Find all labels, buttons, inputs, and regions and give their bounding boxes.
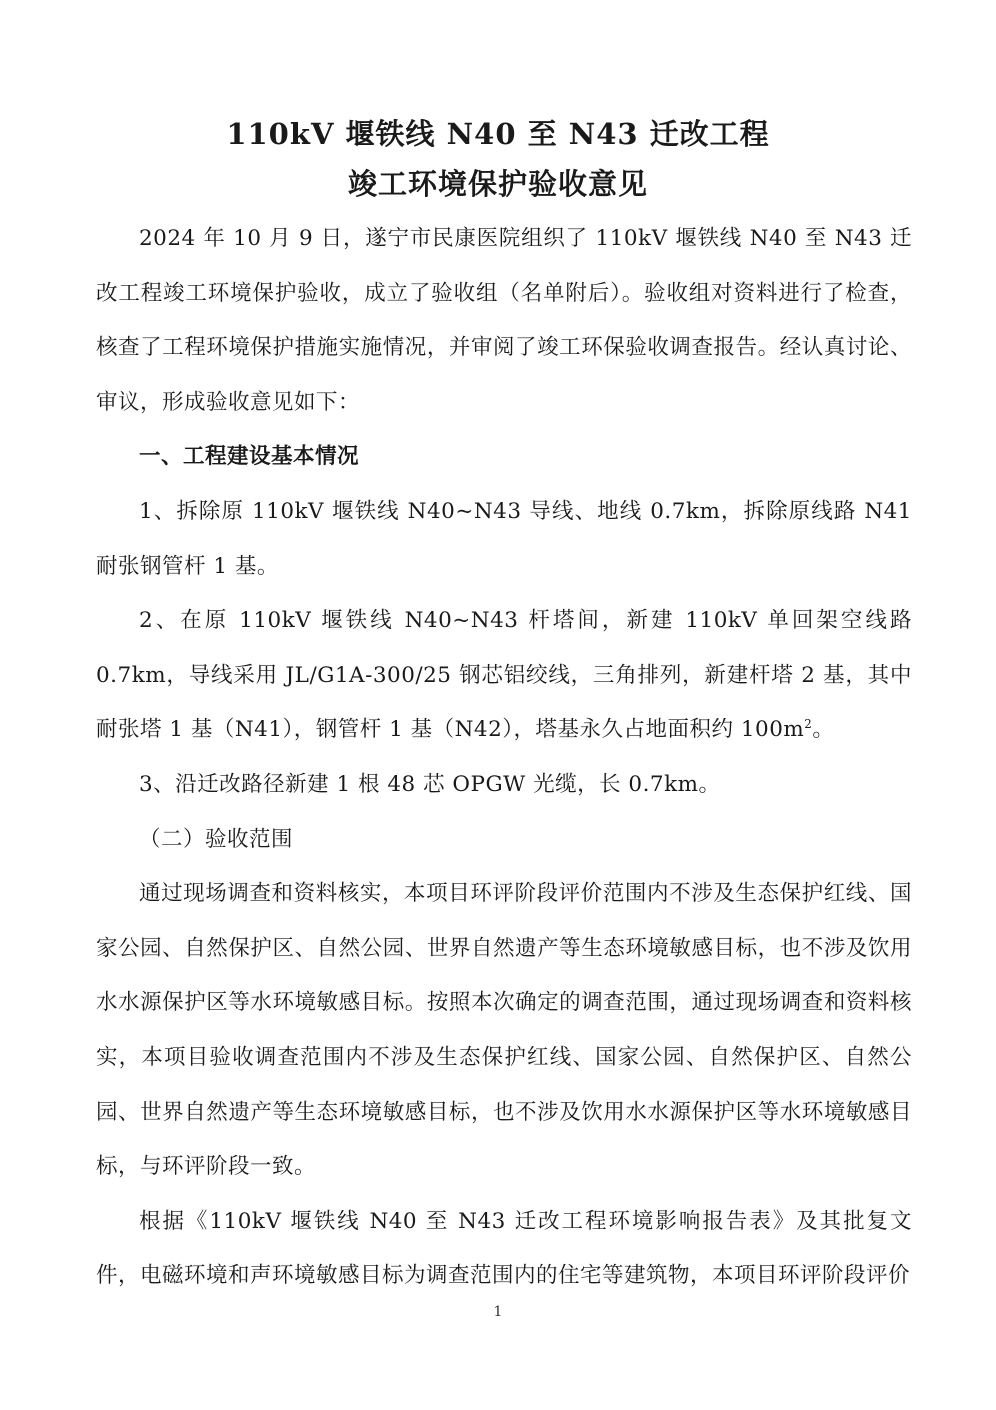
intro-paragraph: 2024 年 10 月 9 日，遂宁市民康医院组织了 110kV 堰铁线 N40 至 N43 迁改工程竣工环境保护验收，成立了验收组（名单附后）。验收组对资料进行了检查，核查了工程环境保护措施实施情况，并审阅了竣工环保验收调查报告。经认真讨论、审议，形成验收意见如下： — [96, 226, 912, 415]
item2-main-text: 2、在原 110kV 堰铁线 N40~N43 杆塔间，新建 110kV 单回架空线路 0.7km，导线采用 JL/G1A-300/25 钢芯铝绞线，三角排列，新建杆塔 2 基，其中耐张塔 1 基（N41），钢管杆 1 基（N42），塔基永久占地面积约 100m — [96, 608, 912, 743]
section1-heading: 一、工程建设基本情况 — [139, 444, 360, 470]
scope-paragraph-1: 通过现场调查和资料核实，本项目环评阶段评价范围内不涉及生态保护红线、国家公园、自然保护区、自然公园、世界自然遗产等生态环境敏感目标，也不涉及饮用水水源保护区等水环境敏感目标。按照本次确定的调查范围，通过现场调查和资料核实，本项目验收调查范围内不涉及生态保护红线、国家公园、自然保护区、自然公园、世界自然遗产等生态环境敏感目标，也不涉及饮用水水源保护区等水环境敏感目标，与环评阶段一致。 — [96, 881, 912, 1180]
item2-end-text: 。 — [812, 717, 835, 743]
subsection2-heading: （二）验收范围 — [139, 826, 294, 852]
item2-paragraph — [96, 594, 912, 758]
item3-paragraph: 3、沿迁改路径新建 1 根 48 芯 OPGW 光缆，长 0.7km。 — [139, 771, 721, 797]
scope-paragraph-2: 根据《110kV 堰铁线 N40 至 N43 迁改工程环境影响报告表》及其批复文件，电磁环境和声环境敏感目标为调查范围内的住宅等建筑物，本项目环评阶段评价 — [96, 1208, 912, 1289]
page-number: 1 — [493, 1304, 503, 1320]
document-body — [96, 212, 912, 1304]
item1-paragraph: 1、拆除原 110kV 堰铁线 N40~N43 导线、地线 0.7km，拆除原线路 N41 耐张钢管杆 1 基。 — [96, 498, 912, 579]
document-title-line1: 110kV 堰铁线 N40 至 N43 迁改工程 — [226, 117, 770, 151]
document-title-line2: 竣工环境保护验收意见 — [347, 167, 648, 201]
item2-superscript: 2 — [804, 717, 813, 732]
